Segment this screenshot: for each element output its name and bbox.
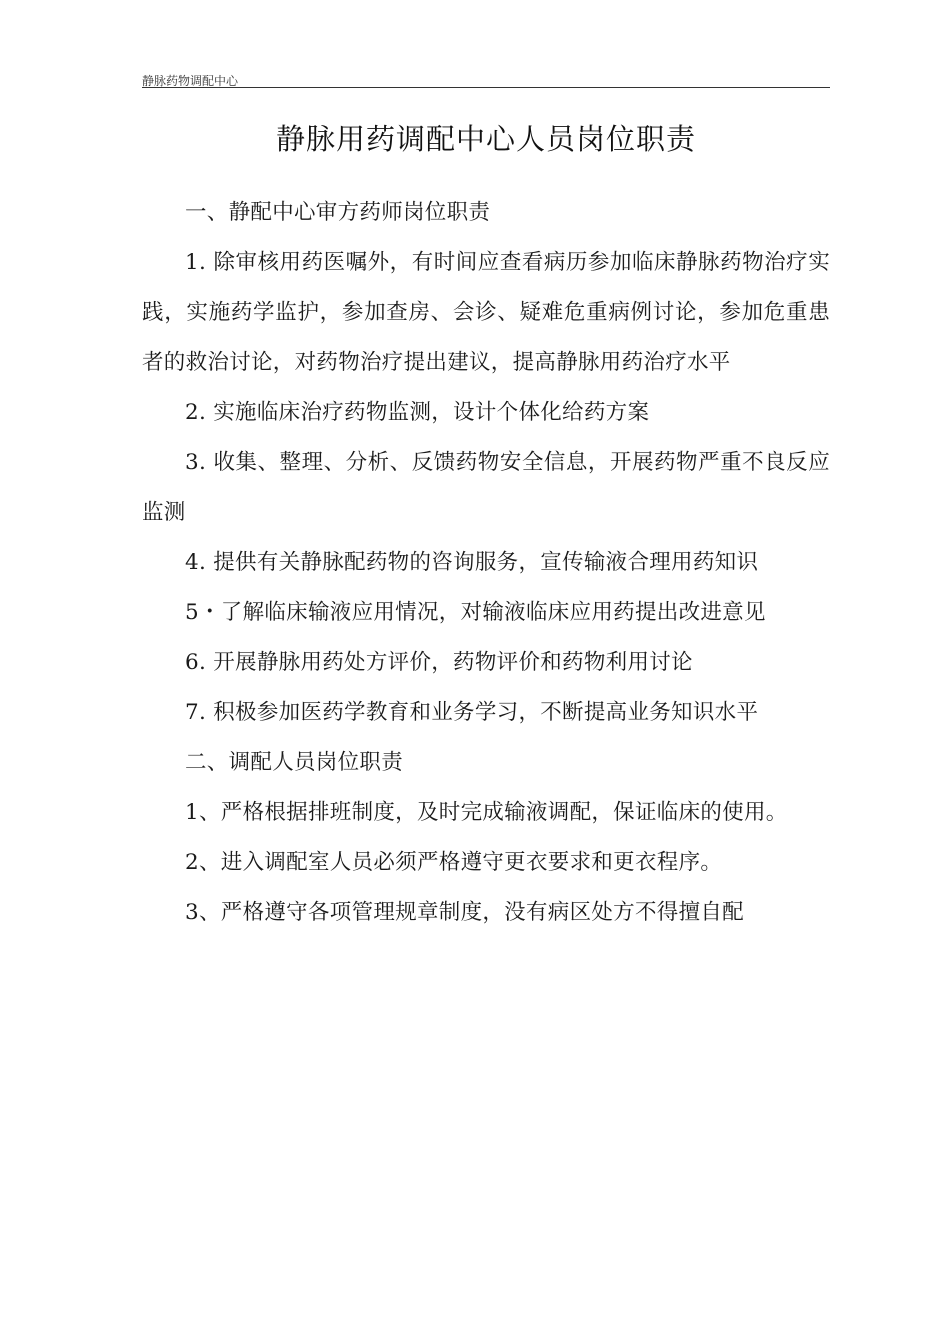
- paragraph-item: 1. 除审核用药医嘱外，有时间应查看病历参加临床静脉药物治疗实践，实施药学监护，参加查房、会诊、疑难危重病例讨论，参加危重患者的救治讨论，对药物治疗提出建议，提高静脉用药治疗水平: [142, 250, 830, 375]
- document-body: [142, 188, 830, 938]
- paragraph-item: 2、进入调配室人员必须严格遵守更衣要求和更衣程序。: [185, 850, 723, 875]
- paragraph-item: 1、严格根据排班制度，及时完成输液调配，保证临床的使用。: [185, 800, 788, 825]
- paragraph-item: 3. 收集、整理、分析、反馈药物安全信息，开展药物严重不良反应监测: [142, 450, 830, 525]
- section-heading-dispensing-staff: 二、调配人员岗位职责: [185, 750, 404, 775]
- paragraph-item: 2. 实施临床治疗药物监测，设计个体化给药方案: [185, 400, 650, 425]
- paragraph-item: 3、严格遵守各项管理规章制度，没有病区处方不得擅自配: [185, 900, 744, 925]
- running-title: 静脉药物调配中心: [142, 74, 239, 88]
- document-title: 静脉用药调配中心人员岗位职责: [275, 122, 696, 156]
- paragraph-item: 4. 提供有关静脉配药物的咨询服务，宣传输液合理用药知识: [185, 550, 759, 575]
- paragraph-item: 6. 开展静脉用药处方评价，药物评价和药物利用讨论: [185, 650, 693, 675]
- paragraph-item: 5・了解临床输液应用情况，对输液临床应用药提出改进意见: [185, 600, 766, 625]
- paragraph-item: 7. 积极参加医药学教育和业务学习，不断提高业务知识水平: [185, 700, 759, 725]
- section-heading-pharmacist: 一、静配中心审方药师岗位职责: [185, 200, 491, 225]
- page-header: [142, 70, 830, 88]
